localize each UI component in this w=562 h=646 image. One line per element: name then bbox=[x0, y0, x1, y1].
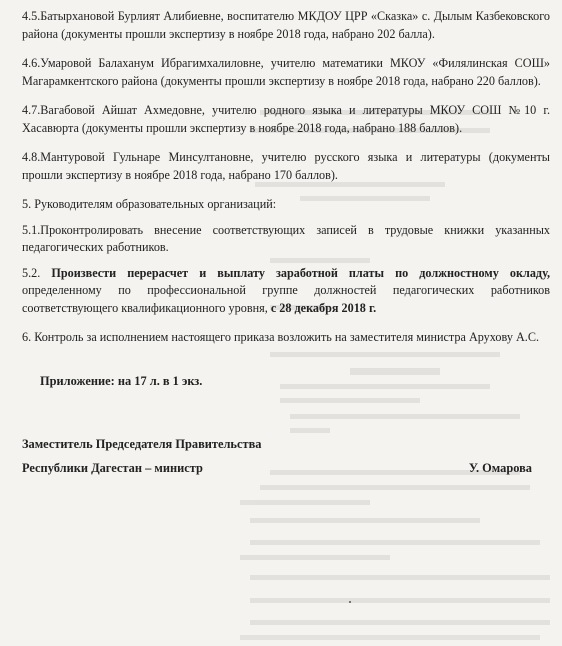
item-4-8: 4.8.Мантуровой Гульнаре Минсултановне, учителю русского языка и литературы (документы прошли экспертизу в ноябре 2018 года, набрано 170 баллов). bbox=[22, 150, 550, 182]
item-4-5: 4.5.Батырхановой Бурлият Алибиевне, воспитателю МКДОУ ЦРР «Сказка» с. Дылым Казбековского района (документы прошли экспертизу в ноябре 2018 года, набрано 202 балла). bbox=[22, 9, 550, 41]
item-5-2-date: с 28 декабря 2018 г. bbox=[267, 300, 377, 315]
scan-speck bbox=[349, 601, 351, 603]
item-5-2-bold: Произвести перерасчет и выплату заработной платы по должностному окладу, bbox=[51, 265, 550, 280]
signatory-name: У. Омарова bbox=[468, 461, 532, 475]
item-4-6: 4.6.Умаровой Балаханум Ибрагимхалиловне, учителю математики МКОУ «Филялинская СОШ» Магарамкентского района (документы прошли экспертизу в ноябре 2018 года, набрано 220 баллов). bbox=[22, 56, 550, 88]
signature-block bbox=[22, 432, 550, 480]
item-5-1: 5.1.Проконтролировать внесение соответствующих записей в трудовые книжки указанных педагогических работников. bbox=[22, 222, 550, 254]
document-body bbox=[22, 8, 550, 480]
signature-row bbox=[22, 456, 550, 480]
item-5-2-middle: определенному по профессиональной группе должностей педагогических работников соответствующего квалификационного уровня, bbox=[22, 283, 550, 315]
item-5: 5. Руководителям образовательных организаций: bbox=[22, 197, 277, 211]
signature-title-line1: Заместитель Председателя Правительства bbox=[22, 437, 262, 451]
item-5-2-prefix: 5.2. bbox=[22, 265, 52, 280]
item-5-2 bbox=[22, 265, 550, 318]
signature-title-line2: Республики Дагестан – министр bbox=[22, 461, 203, 475]
appendix-note: Приложение: на 17 л. в 1 экз. bbox=[40, 373, 203, 388]
item-6: 6. Контроль за исполнением настоящего приказа возложить на заместителя министра Арухову А.С. bbox=[22, 330, 540, 344]
item-4-7: 4.7.Вагабовой Айшат Ахмедовне, учителю родного языка и литературы МКОУ СОШ №10 г. Хасавюрта (документы прошли экспертизу в ноябре 2018 года, набрано 188 баллов). bbox=[22, 103, 550, 135]
